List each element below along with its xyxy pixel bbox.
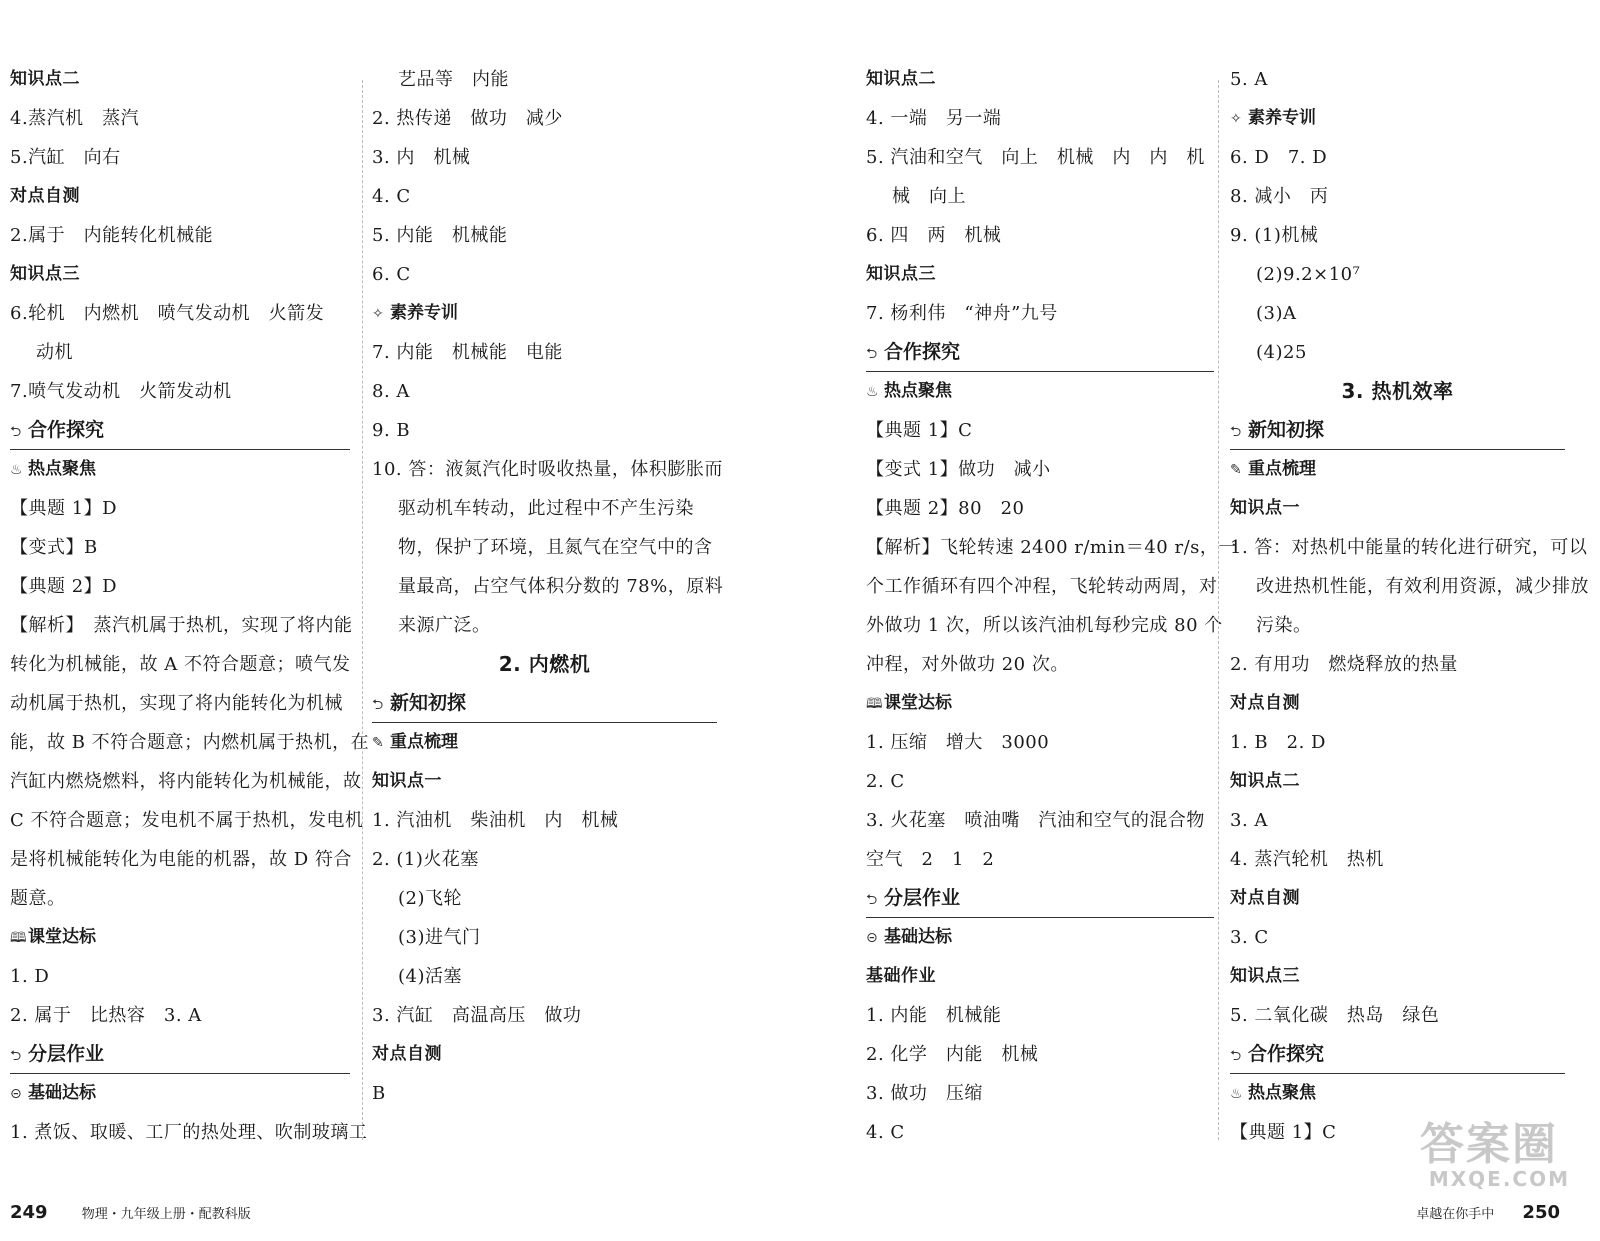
column-divider xyxy=(1218,80,1219,1140)
answer-line: 2. 热传递 做功 减少 xyxy=(372,108,563,129)
answer-line: 艺品等 内能 xyxy=(398,69,509,90)
answer-line: 6.轮机 内燃机 喷气发动机 火箭发 xyxy=(10,303,325,324)
answer-line: 9. B xyxy=(372,420,411,441)
answer-line: 7. 内能 机械能 电能 xyxy=(372,342,563,363)
answer-line: 【典题 1】D xyxy=(10,498,118,519)
section-icon: ♨ xyxy=(10,462,23,478)
section-icon: ✎ xyxy=(1230,462,1242,478)
answer-line: 3. 火花塞 喷油嘴 汽油和空气的混合物 xyxy=(866,810,1205,831)
section-icon: ✧ xyxy=(1230,111,1242,127)
answer-line: 1. D xyxy=(10,966,50,987)
answer-line: 【解析】 蒸汽机属于热机，实现了将内能 xyxy=(10,615,353,636)
lesson-title: 2. 内燃机 xyxy=(498,652,591,676)
answer-line: 物，保护了环境，且氮气在空气中的含 xyxy=(398,537,713,558)
section-title: 热点聚焦 xyxy=(1248,1083,1316,1103)
knowledge-point-heading: 知识点三 xyxy=(10,264,80,284)
section-title: 新知初探 xyxy=(390,692,467,714)
answer-line: 1. 内能 机械能 xyxy=(866,1005,1002,1026)
answer-line: 4.蒸汽机 蒸汽 xyxy=(10,108,140,129)
answer-line: 量最高，占空气体积分数的 78%，原料 xyxy=(398,576,724,597)
answer-line: 2. 有用功 燃烧释放的热量 xyxy=(1230,654,1458,675)
subsection-header xyxy=(1230,99,1565,138)
subsection-header xyxy=(372,294,717,333)
section-title: 基础达标 xyxy=(884,927,952,947)
answer-line: 改进热机性能，有效利用资源，减少排放 xyxy=(1256,576,1589,597)
answer-line: 2. (1)火花塞 xyxy=(372,849,479,870)
answer-line: 械 向上 xyxy=(892,186,966,207)
knowledge-point-heading: 知识点二 xyxy=(866,69,936,89)
answer-line: (4)25 xyxy=(1256,342,1307,363)
answer-line: 5. A xyxy=(1230,69,1268,90)
watermark-url: MXQE.COM xyxy=(1428,1167,1570,1191)
page-number: 250 xyxy=(1522,1202,1560,1223)
answer-line: 污染。 xyxy=(1256,615,1312,636)
answer-line: 5. 内能 机械能 xyxy=(372,225,508,246)
answer-line: 能，故 B 不符合题意；内燃机属于热机，在 xyxy=(10,732,370,753)
answer-line: 【典题 2】80 20 xyxy=(866,498,1025,519)
section-icon: ⊝ xyxy=(10,1086,22,1102)
section-header xyxy=(1230,1035,1565,1074)
section-icon: ⊝ xyxy=(866,930,878,946)
section-icon: ⮌ xyxy=(10,424,22,440)
section-title: 素养专训 xyxy=(390,303,458,323)
knowledge-point-heading: 对点自测 xyxy=(10,186,80,206)
answer-line: 来源广泛。 xyxy=(398,615,491,636)
knowledge-point-heading: 对点自测 xyxy=(1230,888,1300,908)
right-page-column-2 xyxy=(1230,60,1589,1152)
answer-line: 4. C xyxy=(866,1122,905,1143)
section-title: 合作探究 xyxy=(28,419,105,441)
answer-line: 【变式 1】做功 减小 xyxy=(866,459,1051,480)
answer-line: 3. 做功 压缩 xyxy=(866,1083,983,1104)
answer-line: 7. 杨利伟 “神舟”九号 xyxy=(866,303,1058,324)
section-title: 素养专训 xyxy=(1248,108,1316,128)
answer-line: 【典题 1】C xyxy=(866,420,973,441)
subsection-header xyxy=(372,723,717,762)
answer-line: 5. 二氧化碳 热岛 绿色 xyxy=(1230,1005,1440,1026)
answer-line: 【解析】飞轮转速 2400 r/min＝40 r/s，一 xyxy=(866,537,1237,558)
subsection-header xyxy=(866,684,1214,723)
knowledge-point-heading: 知识点三 xyxy=(866,264,936,284)
subsection-header xyxy=(1230,1074,1565,1113)
answer-line: 6. 四 两 机械 xyxy=(866,225,1002,246)
footer-text: 卓越在你手中 xyxy=(1416,1207,1495,1222)
section-header xyxy=(866,879,1214,918)
section-icon: ♨ xyxy=(1230,1086,1243,1102)
section-title: 课堂达标 xyxy=(28,927,96,947)
answer-line: 8. 减小 丙 xyxy=(1230,186,1329,207)
section-title: 基础达标 xyxy=(28,1083,96,1103)
answer-line: 9. (1)机械 xyxy=(1230,225,1319,246)
answer-line: 2. 化学 内能 机械 xyxy=(866,1044,1039,1065)
answer-line: (3)A xyxy=(1256,303,1297,324)
answer-line: 3. 内 机械 xyxy=(372,147,471,168)
answer-line: 【典题 1】C xyxy=(1230,1122,1337,1143)
knowledge-point-heading: 基础作业 xyxy=(866,966,936,986)
section-icon: 🕮 xyxy=(866,696,883,712)
knowledge-point-heading: 知识点三 xyxy=(1230,966,1300,986)
section-title: 热点聚焦 xyxy=(28,459,96,479)
answer-line: 6. D 7. D xyxy=(1230,147,1328,168)
section-icon: 🕮 xyxy=(10,930,27,946)
section-title: 新知初探 xyxy=(1248,419,1325,441)
answer-line: 6. C xyxy=(372,264,411,285)
section-icon: ✧ xyxy=(372,306,384,322)
answer-line: B xyxy=(372,1083,386,1104)
answer-line: 1. 煮饭、取暖、工厂的热处理、吹制玻璃工 xyxy=(10,1122,368,1143)
section-icon: ⮌ xyxy=(1230,424,1242,440)
section-icon: ⮌ xyxy=(1230,1048,1242,1064)
answer-line: 汽缸内燃烧燃料，将内能转化为机械能，故 xyxy=(10,771,362,792)
left-footer xyxy=(10,1202,251,1223)
section-header xyxy=(866,333,1214,372)
knowledge-point-heading: 知识点一 xyxy=(372,771,442,791)
knowledge-point-heading: 知识点二 xyxy=(1230,771,1300,791)
section-header xyxy=(372,684,717,723)
section-icon: ⮌ xyxy=(372,697,384,713)
right-footer xyxy=(1416,1202,1560,1223)
answer-line: 10. 答：液氮汽化时吸收热量，体积膨胀而 xyxy=(372,459,723,480)
subsection-header xyxy=(1230,450,1565,489)
knowledge-point-heading: 对点自测 xyxy=(372,1044,442,1064)
subsection-header xyxy=(10,918,350,957)
answer-line: C 不符合题意；发电机不属于热机，发电机 xyxy=(10,810,364,831)
answer-line: 冲程，对外做功 20 次。 xyxy=(866,654,1069,675)
right-page-column-1 xyxy=(866,60,1237,1152)
answer-line: 外做功 1 次，所以该汽油机每秒完成 80 个 xyxy=(866,615,1223,636)
knowledge-point-heading: 对点自测 xyxy=(1230,693,1300,713)
section-icon: ✎ xyxy=(372,735,384,751)
answer-line: (2)9.2×10⁷ xyxy=(1256,264,1361,285)
answer-line: (4)活塞 xyxy=(398,966,462,987)
answer-line: 1. 汽油机 柴油机 内 机械 xyxy=(372,810,619,831)
answer-line: 7.喷气发动机 火箭发动机 xyxy=(10,381,232,402)
lesson-title: 3. 热机效率 xyxy=(1341,379,1454,403)
watermark-title: 答案圈 xyxy=(1420,1119,1558,1170)
answer-line: 3. 汽缸 高温高压 做功 xyxy=(372,1005,582,1026)
section-icon: ⮌ xyxy=(866,346,878,362)
answer-line: 2.属于 内能转化机械能 xyxy=(10,225,214,246)
subsection-header xyxy=(866,918,1214,957)
section-title: 重点梳理 xyxy=(1248,459,1316,479)
watermark-logo xyxy=(1420,1121,1570,1201)
answer-line: 8. A xyxy=(372,381,410,402)
subsection-header xyxy=(10,450,350,489)
answer-line: 4. C xyxy=(372,186,411,207)
section-title: 合作探究 xyxy=(884,341,961,363)
answer-line: 动机属于热机，实现了将内能转化为机械 xyxy=(10,693,343,714)
section-title: 重点梳理 xyxy=(390,732,458,752)
answer-line: 个工作循环有四个冲程，飞轮转动两周，对 xyxy=(866,576,1218,597)
answer-line: 3. C xyxy=(1230,927,1269,948)
answer-line: 5. 汽油和空气 向上 机械 内 内 机 xyxy=(866,147,1205,168)
section-icon: ⮌ xyxy=(866,892,878,908)
answer-line: 【典题 2】D xyxy=(10,576,118,597)
section-title: 分层作业 xyxy=(884,887,961,909)
answer-line: 1. 答：对热机中能量的转化进行研究，可以 xyxy=(1230,537,1588,558)
section-title: 合作探究 xyxy=(1248,1043,1325,1065)
answer-line: (3)进气门 xyxy=(398,927,481,948)
section-header xyxy=(10,411,350,450)
section-title: 热点聚焦 xyxy=(884,381,952,401)
section-title: 分层作业 xyxy=(28,1043,105,1065)
answer-line: 5.汽缸 向右 xyxy=(10,147,121,168)
page-number: 249 xyxy=(10,1202,48,1223)
knowledge-point-heading: 知识点一 xyxy=(1230,498,1300,518)
section-icon: ♨ xyxy=(866,384,879,400)
section-icon: ⮌ xyxy=(10,1048,22,1064)
answer-line: 1. 压缩 增大 3000 xyxy=(866,732,1050,753)
answer-line: (2)飞轮 xyxy=(398,888,462,909)
answer-line: 转化为机械能，故 A 不符合题意；喷气发 xyxy=(10,654,351,675)
subsection-header xyxy=(10,1074,350,1113)
answer-line: 1. B 2. D xyxy=(1230,732,1326,753)
answer-line: 【变式】B xyxy=(10,537,98,558)
answer-line: 动机 xyxy=(36,342,73,363)
answer-line: 2. C xyxy=(866,771,905,792)
answer-line: 题意。 xyxy=(10,888,66,909)
left-page-column-1 xyxy=(10,60,370,1152)
answer-line: 驱动机车转动，此过程中不产生污染 xyxy=(398,498,694,519)
left-page-column-2 xyxy=(372,60,724,1113)
answer-line: 是将机械能转化为电能的机器，故 D 符合 xyxy=(10,849,352,870)
section-title: 课堂达标 xyxy=(884,693,952,713)
answer-line: 4. 蒸汽轮机 热机 xyxy=(1230,849,1384,870)
right-page xyxy=(800,0,1600,1241)
answer-line: 3. A xyxy=(1230,810,1268,831)
answer-line: 4. 一端 另一端 xyxy=(866,108,1002,129)
footer-text: 物理・九年级上册・配教科版 xyxy=(81,1207,251,1222)
section-header xyxy=(1230,411,1565,450)
answer-line: 2. 属于 比热容 3. A xyxy=(10,1005,202,1026)
knowledge-point-heading: 知识点二 xyxy=(10,69,80,89)
answer-line: 空气 2 1 2 xyxy=(866,849,995,870)
column-divider xyxy=(362,80,363,1140)
section-header xyxy=(10,1035,350,1074)
subsection-header xyxy=(866,372,1214,411)
